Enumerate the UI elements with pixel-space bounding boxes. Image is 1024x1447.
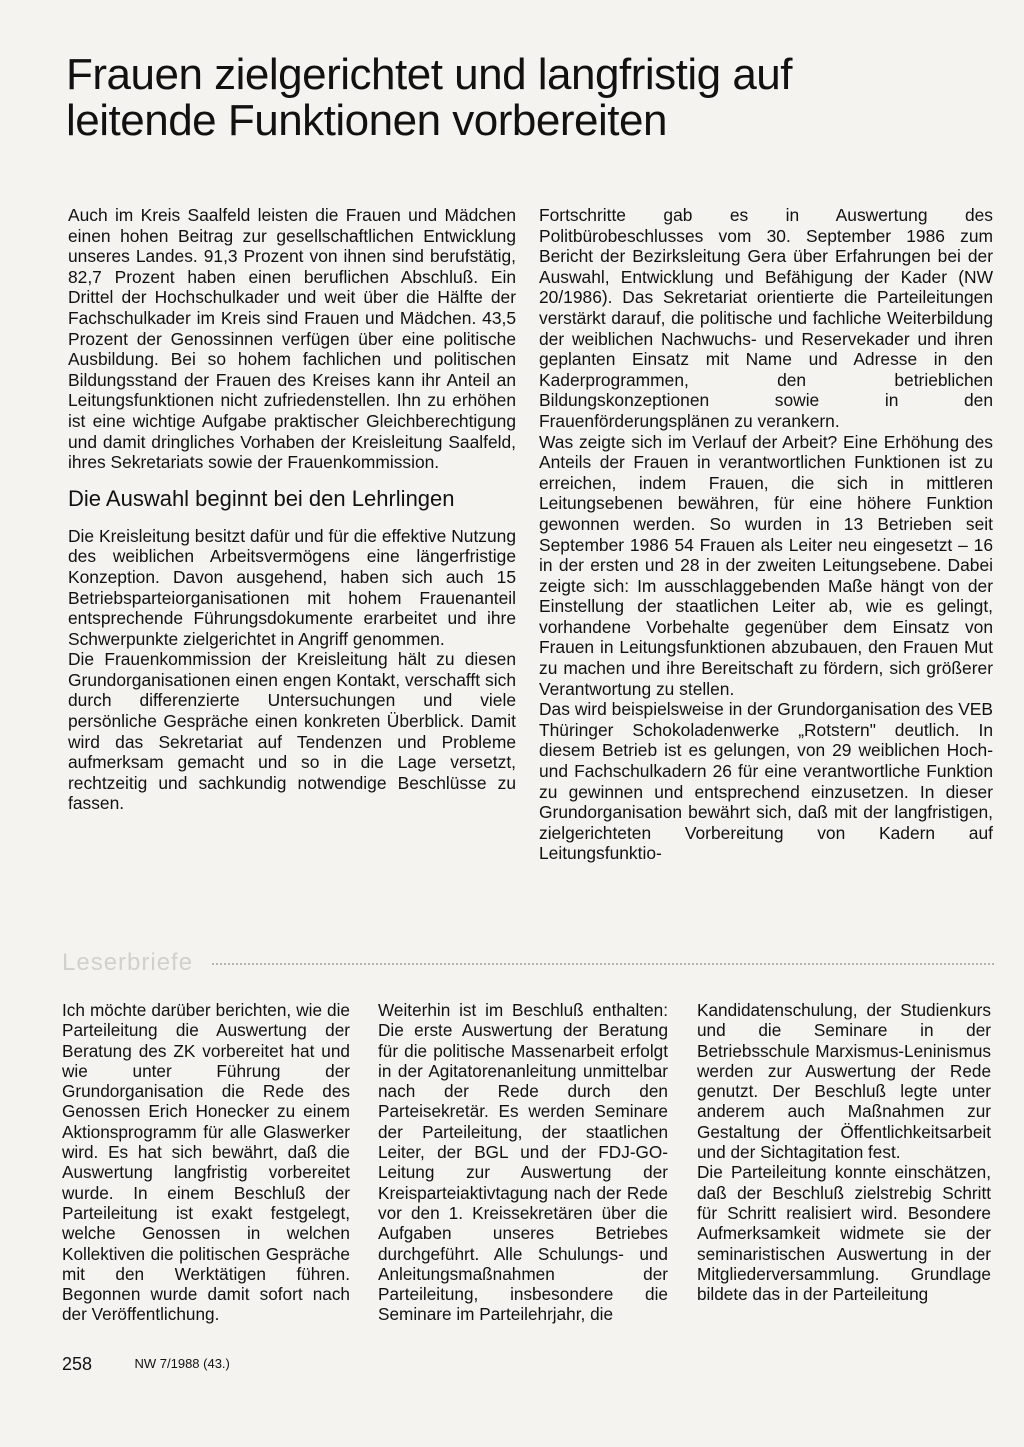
letter-paragraph: Weiterhin ist im Beschluß enthalten: Die erste Auswertung der Beratung für die politische Massenarbeit erfolgt in der Agitatorenanleitung unmittelbar nach der Rede durch den Parteisekretär. Es werden Seminare der Parteileitung, der staatlichen Leiter, der BGL und der FDJ-GO-Leitung zur Auswertung der Kreisparteiaktivtagung nach der Rede vor den 1. Kreissekretären über die Aufgaben unseres Betriebes durchgeführt. Alle Schulungs- und Anleitungsmaßnahmen der Parteileitung, insbesondere die Seminare im Parteilehrjahr, die	[378, 1000, 668, 1325]
page-footer	[62, 1354, 230, 1375]
letter-paragraph: Kandidatenschulung, der Studienkurs und die Seminare in der Betriebsschule Marxismus-Leninismus werden zur Auswertung der Rede genutzt. Der Beschluß legte unter anderem auch Maßnahmen zur Gestaltung der Öffentlichkeitsarbeit und der Sichtagitation fest.	[697, 1000, 991, 1163]
article-paragraph: Fortschritte gab es in Auswertung des Politbürobeschlusses vom 30. September 1986 zum Bericht der Bezirksleitung Gera über Erfahrungen bei der Auswahl, Entwicklung und Befähigung der Kader (NW 20/1986). Das Sekretariat orientierte die Parteileitungen verstärkt darauf, die politische und fachliche Weiterbildung der weiblichen Nachwuchs- und Reservekader und ihren geplanten Einsatz mit Name und Adresse in den Kaderprogrammen, den betrieblichen Bildungskonzeptionen sowie in den Frauenförderungsplänen zu verankern.	[539, 205, 993, 431]
letter-paragraph: Die Parteileitung konnte einschätzen, daß der Beschluß zielstrebig Schritt für Schritt realisiert wird. Besondere Aufmerksamkeit widmete sie der seminaristischen Auswertung in der Mitgliederversammlung. Grundlage bildete das in der Parteileitung	[697, 1162, 991, 1305]
article-subheading: Die Auswahl beginnt bei den Lehrlingen	[68, 485, 455, 511]
letters-rubric	[62, 950, 994, 976]
page-number: 258	[62, 1354, 93, 1374]
article-right-column	[539, 205, 993, 864]
article-paragraph: Was zeigte sich im Verlauf der Arbeit? Eine Erhöhung des Anteils der Frauen in verantwortlichen Funktionen ist zu erreichen, indem Frauen, die sich in mittleren Leitungsebenen bewähren, für eine höhere Funktion gewonnen werden. So wurden in 13 Betrieben seit September 1986 54 Frauen als Leiter neu eingesetzt – 16 in der ersten und 28 in der zweiten Leitungsebene. Dabei zeigte sich: Im ausschlaggebenden Maße hängt von der Einstellung der staatlichen Leiter ab, wie es gelingt, vorhandene Vorbehalte gegenüber dem Einsatz von Frauen in Leitungsfunktionen abzubauen, den Frauen Mut zu machen und ihre Bereitschaft zu fördern, sich größerer Verantwortung zu stellen.	[539, 431, 993, 699]
article-left-column	[68, 205, 516, 814]
article-paragraph: Die Kreisleitung besitzt dafür und für die effektive Nutzung des weiblichen Arbeitsvermögens eine längerfristige Konzeption. Davon ausgehend, haben sich auch 15 Betriebsparteiorganisationen mit hohem Frauenanteil entsprechende Führungsdokumente erarbeitet und ihre Schwerpunkte zielgerichtet in Angriff genommen.	[68, 525, 516, 649]
article-paragraph: Das wird beispielsweise in der Grundorganisation des VEB Thüringer Schokoladenwerke „Rotstern" deutlich. In diesem Betrieb ist es gelungen, von 29 weiblichen Hoch- und Fachschulkadern 26 für eine verantwortliche Funktion zu gewinnen und entsprechend einzusetzen. In dieser Grundorganisation bewährt sich, daß mit der langfristigen, zielgerichteten Vorbereitung von Kadern auf Leitungsfunktio-	[539, 699, 993, 864]
rubric-divider	[212, 963, 994, 967]
letter-column-3	[697, 1000, 991, 1304]
issue-label: NW 7/1988 (43.)	[134, 1356, 230, 1371]
article-title: Frauen zielgerichtet und langfristig auf leitende Funktionen vorbereiten	[66, 50, 792, 145]
letter-paragraph: Ich möchte darüber berichten, wie die Parteileitung die Auswertung der Beratung des ZK vorbereitet hat und wie unter Führung der Grundorganisation die Rede des Genossen Erich Honecker zu einem Aktionsprogramm für alle Glaswerker wird. Es hat sich bewährt, daß die Auswertung langfristig vorbereitet wurde. In einem Beschluß der Parteileitung ist exakt festgelegt, welche Genossen in welchen Kollektiven die politischen Gespräche mit den Werktätigen führen. Begonnen wurde damit sofort nach der Veröffentlichung.	[62, 1000, 350, 1325]
letter-column-2	[378, 1000, 668, 1325]
article-paragraph: Die Frauenkommission der Kreisleitung hält zu diesen Grundorganisationen einen engen Kontakt, verschafft sich durch differenzierte Untersuchungen und viele persönliche Gespräche einen konkreten Überblick. Damit wird das Sekretariat auf Tendenzen und Probleme aufmerksam gemacht und so in die Lage versetzt, rechtzeitig und sachkundig notwendige Beschlüsse zu fassen.	[68, 649, 516, 814]
letter-column-1	[62, 1000, 350, 1325]
letters-rubric-label: Leserbriefe	[62, 949, 203, 976]
article-paragraph: Auch im Kreis Saalfeld leisten die Frauen und Mädchen einen hohen Beitrag zur gesellschaftlichen Entwicklung unseres Landes. 91,3 Prozent von ihnen sind berufstätig, 82,7 Prozent haben einen beruflichen Abschluß. Ein Drittel der Hochschulkader und weit über die Hälfte der Fachschulkader im Kreis sind Frauen und Mädchen. 43,5 Prozent der Genossinnen verfügen über eine politische Ausbildung. Bei so hohem fachlichen und politischen Bildungsstand der Frauen des Kreises kann ihr Anteil an Leitungsfunktionen nicht zufriedenstellen. Ihn zu erhöhen ist eine wichtige Aufgabe praktischer Gleichberechtigung und damit dringliches Vorhaben der Kreisleitung Saalfeld, ihres Sekretariats sowie der Frauenkommission.	[68, 205, 516, 473]
